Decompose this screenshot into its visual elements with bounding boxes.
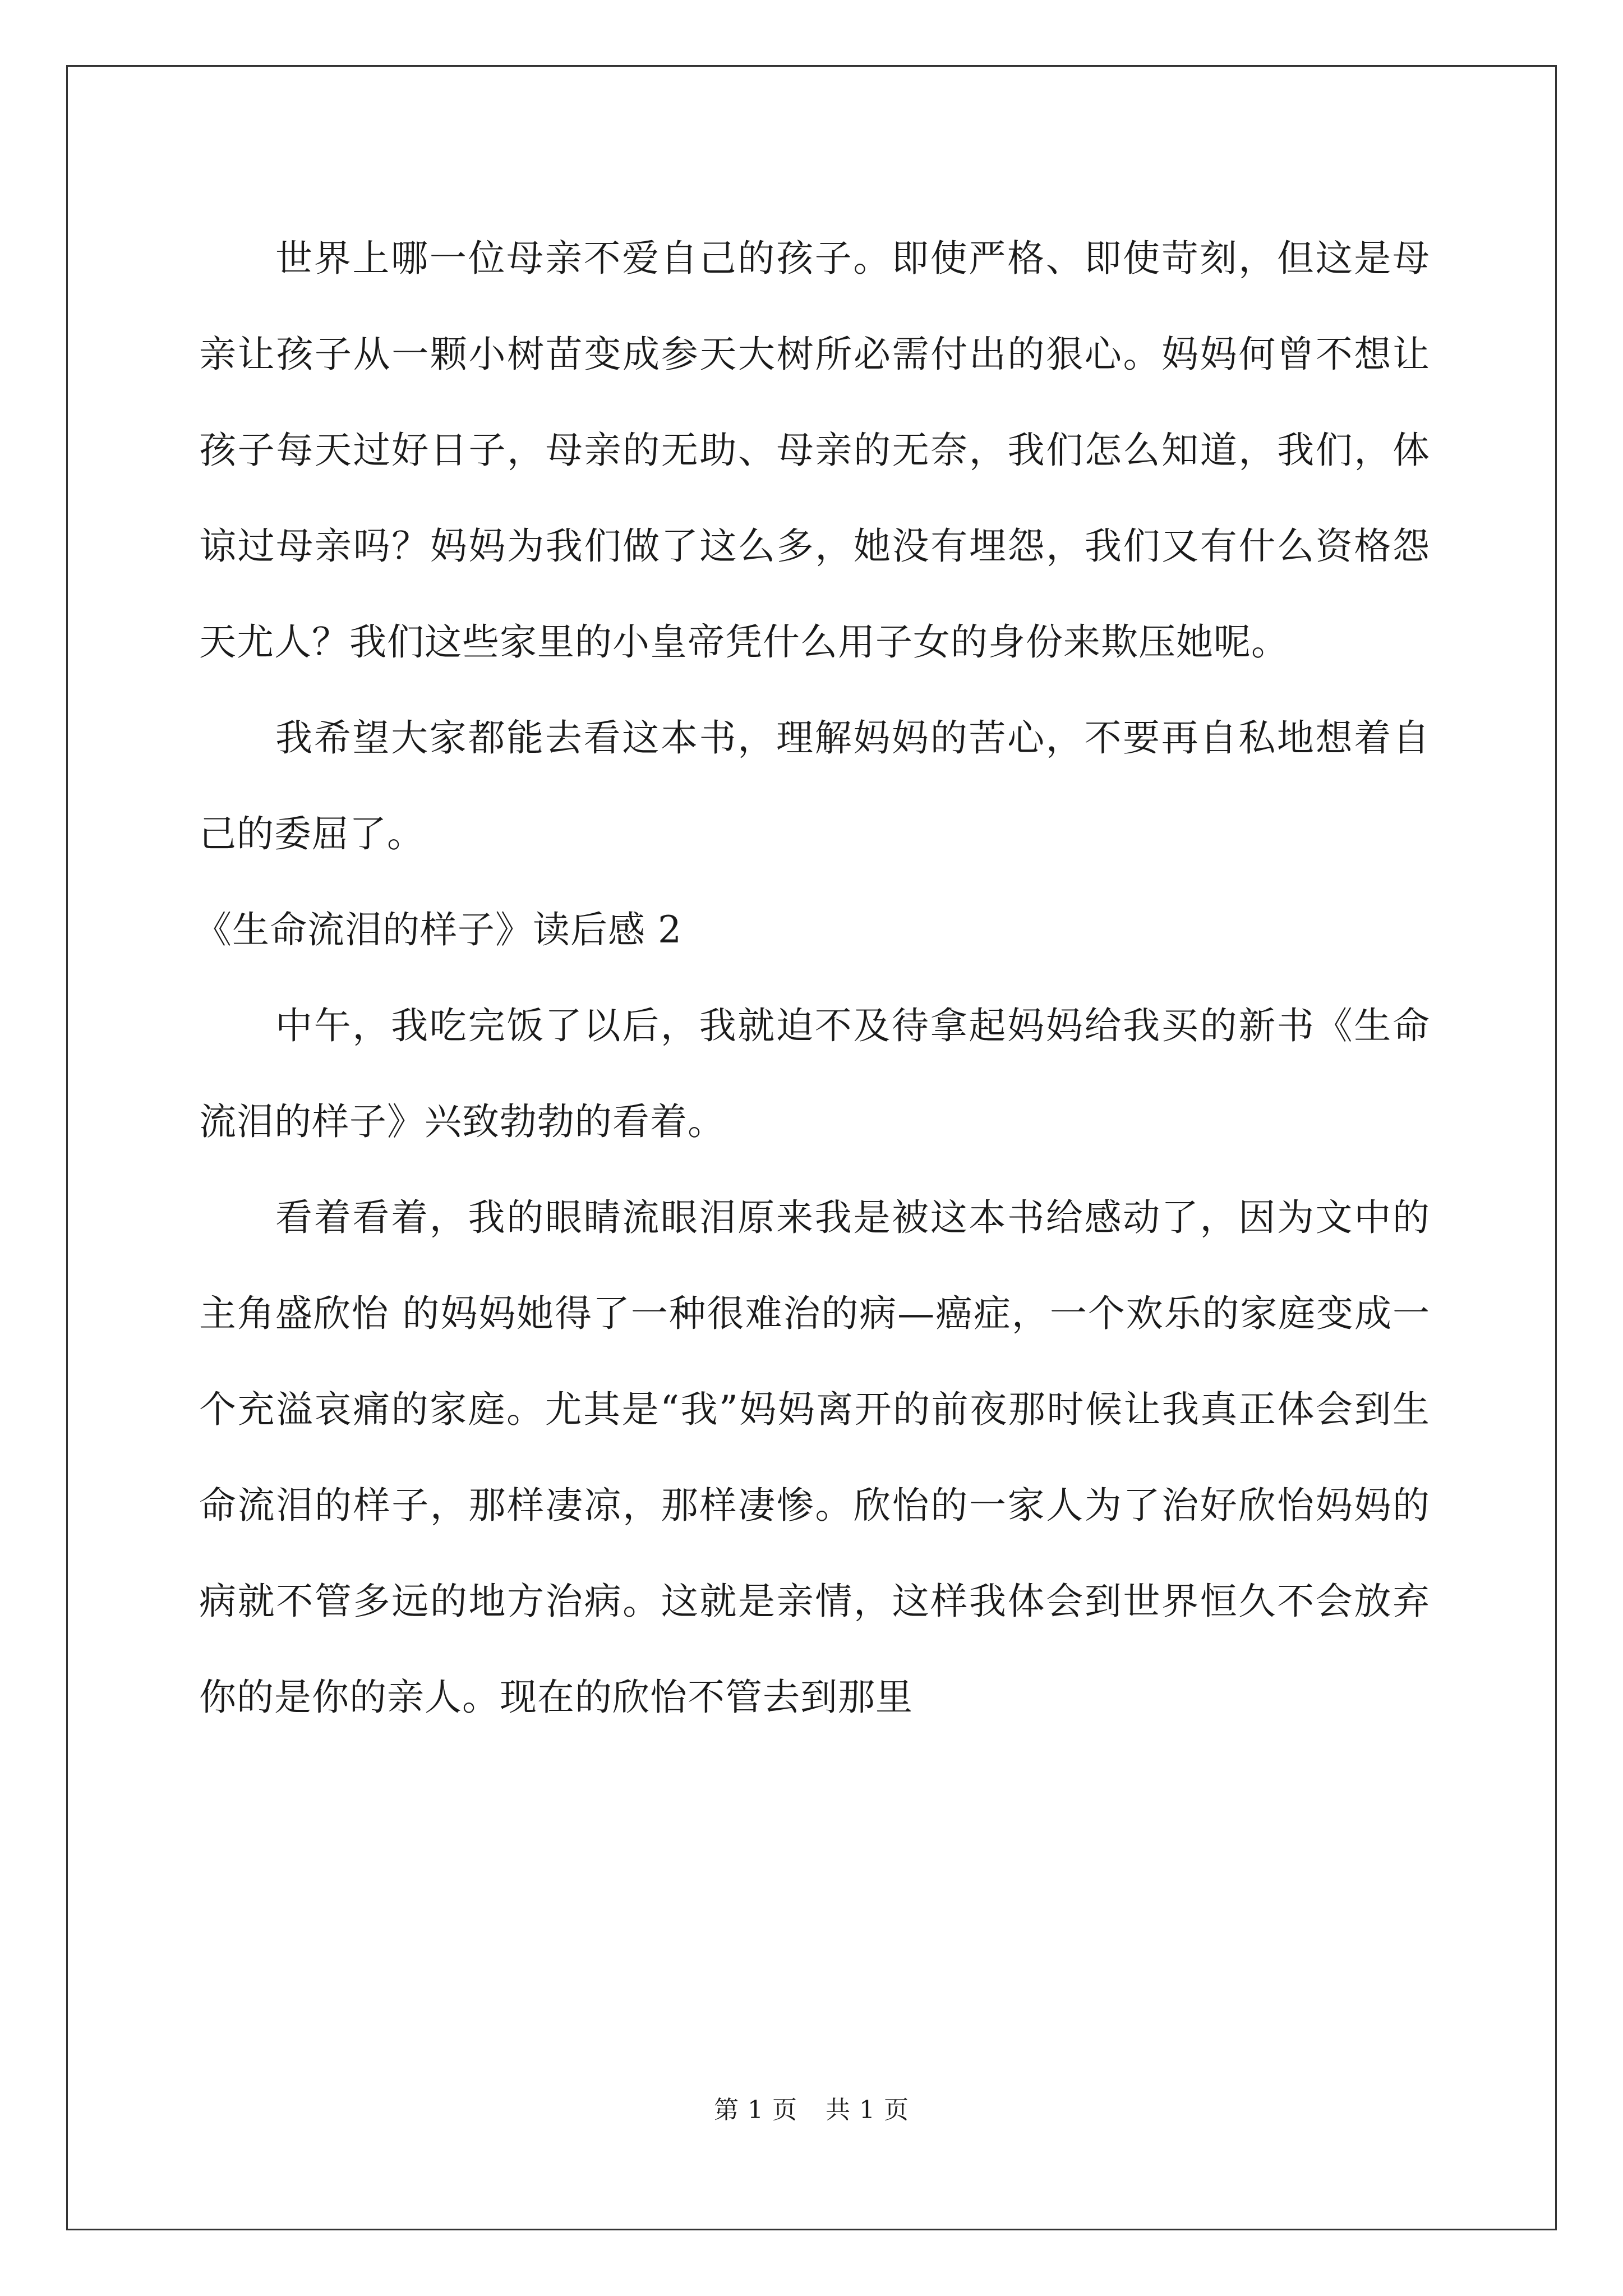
paragraph-reading-new-book: 中午，我吃完饭了以后，我就迫不及待拿起妈妈给我买的新书《生命流泪的样子》兴致勃勃的看着。: [199, 1004, 1430, 1143]
page-footer: [0, 2090, 1623, 2125]
page-total: 共 1 页: [826, 2096, 909, 2124]
page-number: 第 1 页: [714, 2096, 797, 2124]
paragraph-recommendation: 我希望大家都能去看这本书，理解妈妈的苦心，不要再自私地想着自己的委屈了。: [199, 716, 1430, 855]
section-heading: 《生命流泪的样子》读后感 2: [195, 908, 682, 951]
paragraph-moved-by-book: 看着看着，我的眼睛流眼泪原来我是被这本书给感动了，因为文中的主角盛欣怡 的妈妈她得了一种很难治的病—癌症，一个欢乐的家庭变成一个充溢哀痛的家庭。尤其是“我”妈妈离开的前夜那时候让我真正体会到生命流泪的样子，那样凄凉，那样凄惨。欣怡的一家人为了治好欣怡妈妈的病就不管多远的地方治病。这就是亲情，这样我体会到世界恒久不会放弃你的是你的亲人。现在的欣怡不管去到那里: [199, 1196, 1430, 1719]
paragraph-mother-love: 世界上哪一位母亲不爱自己的孩子。即使严格、即使苛刻，但这是母亲让孩子从一颗小树苗变成参天大树所必需付出的狠心。妈妈何曾不想让孩子每天过好日子，母亲的无助、母亲的无奈，我们怎么知道，我们，体谅过母亲吗？妈妈为我们做了这么多，她没有埋怨，我们又有什么资格怨天尤人？我们这些家里的小皇帝凭什么用子女的身份来欺压她呢。: [199, 237, 1430, 664]
document-body: [195, 210, 1430, 1745]
